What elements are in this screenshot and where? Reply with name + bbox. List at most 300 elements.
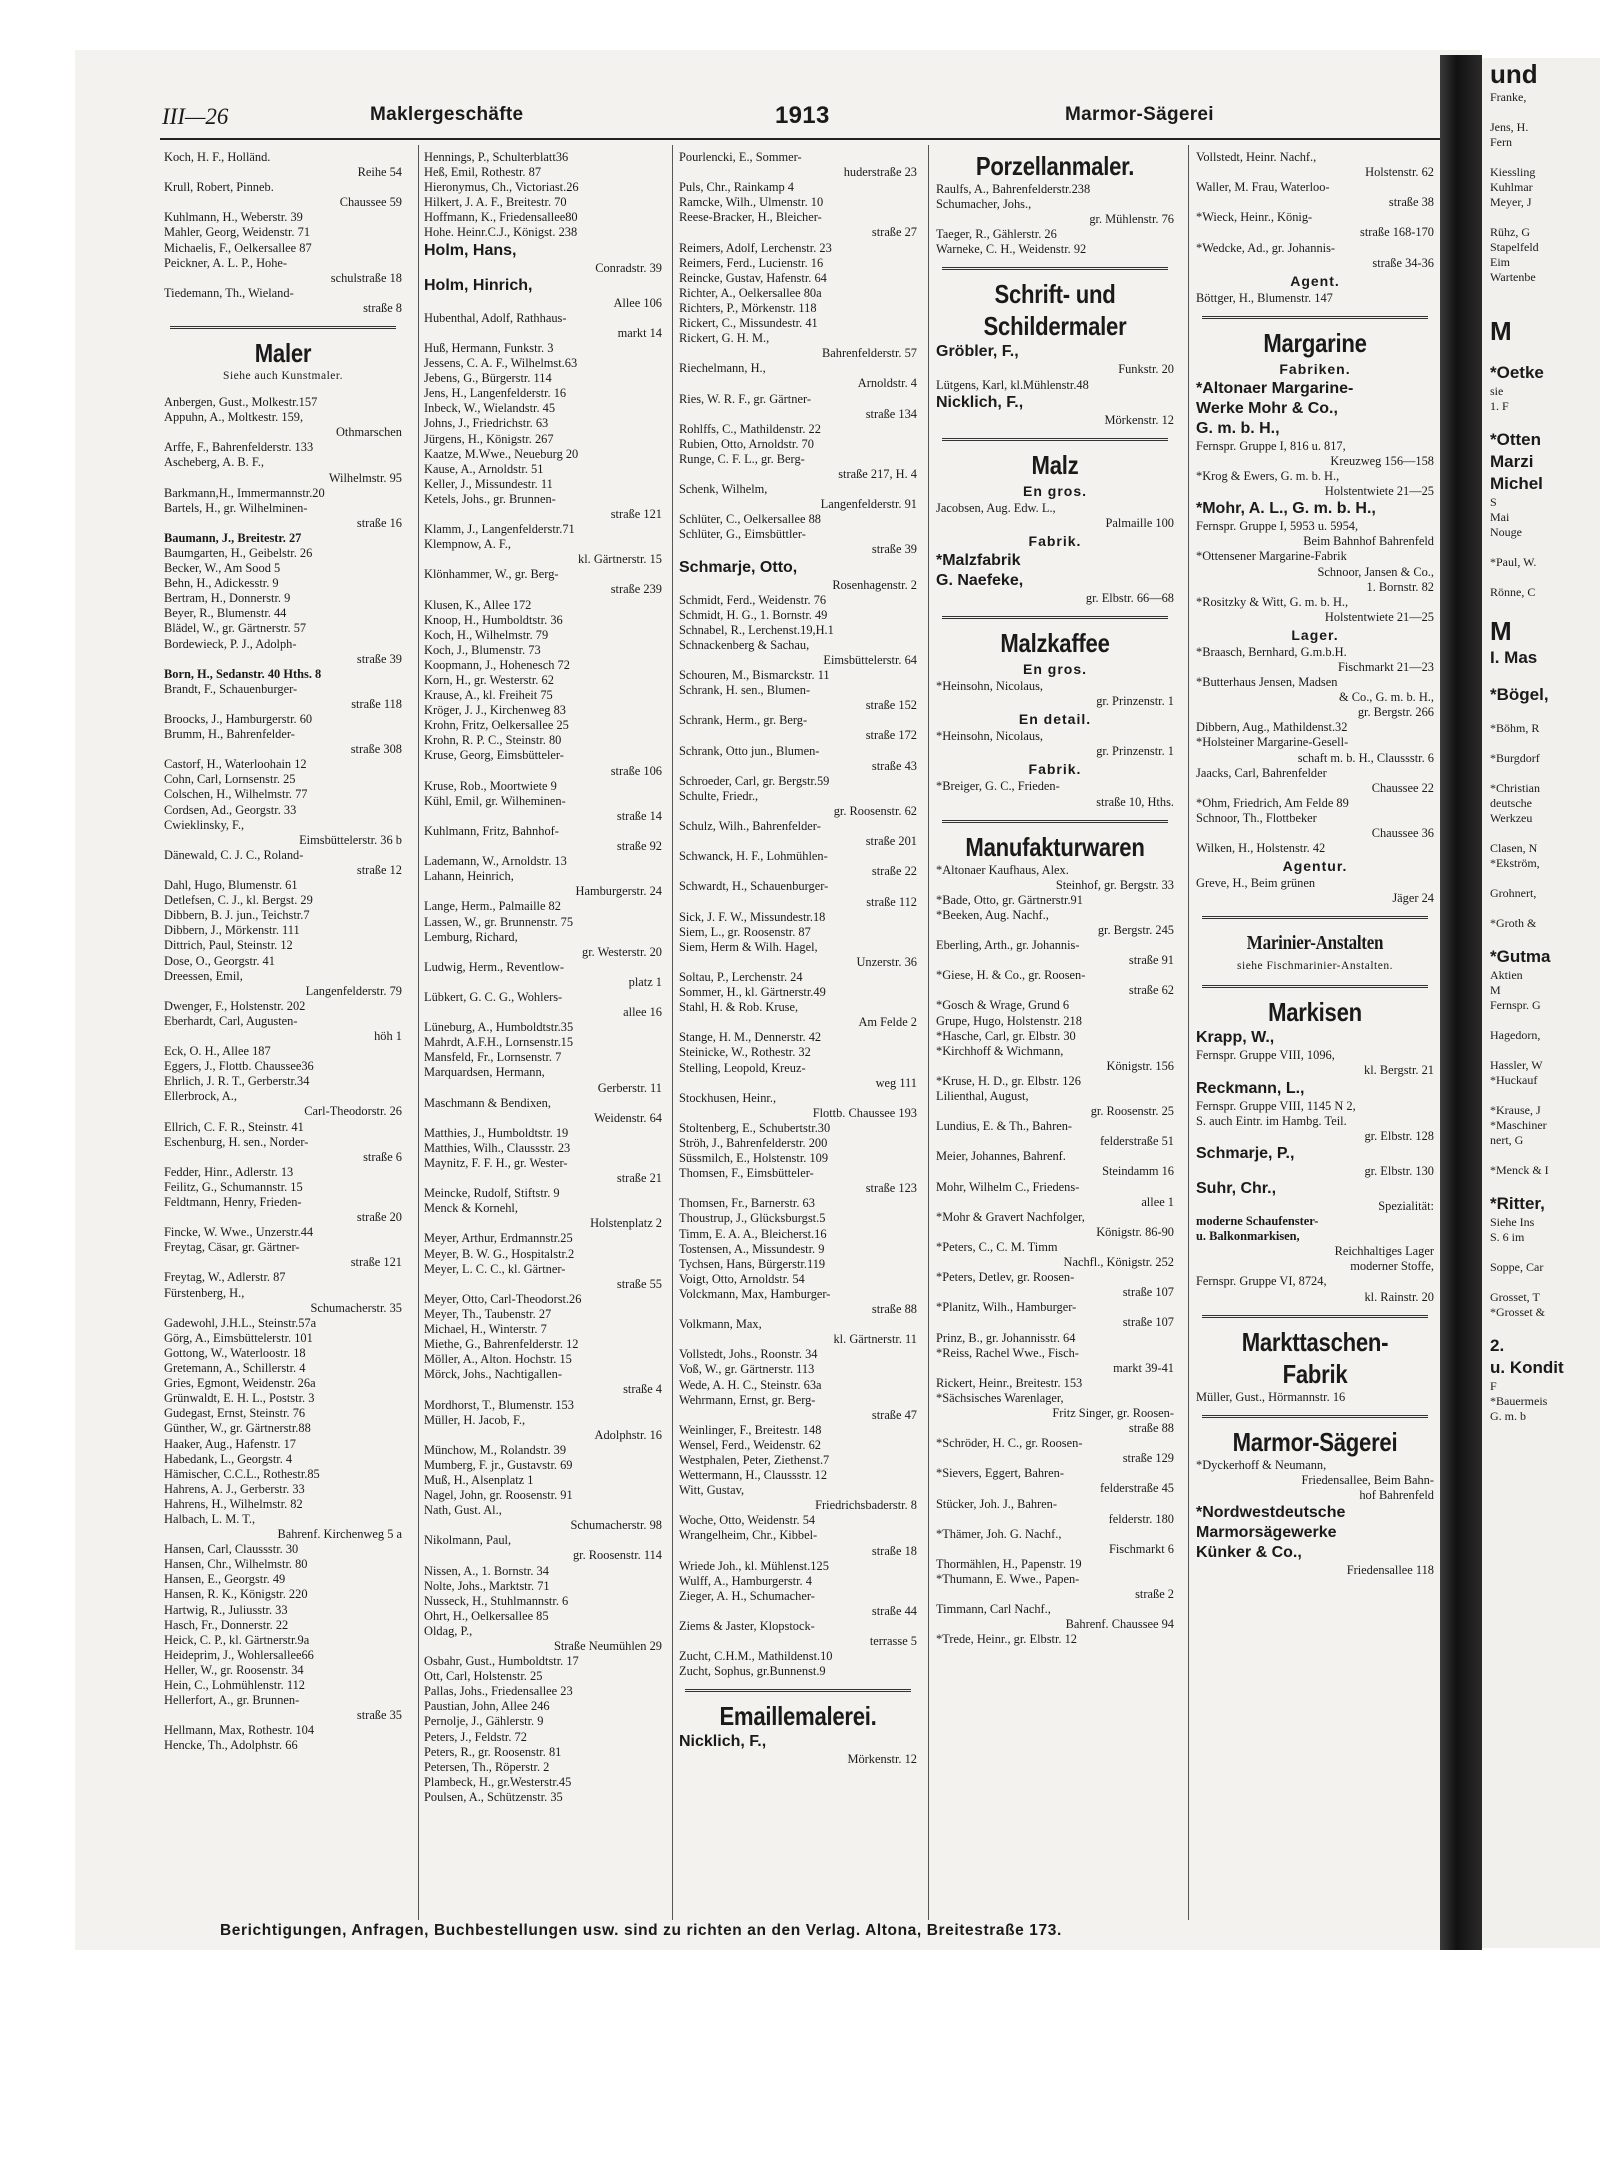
directory-entry: Knoop, H., Humboldtstr. 36 bbox=[424, 612, 563, 627]
subsection-heading: Fabriken. bbox=[1279, 360, 1351, 377]
directory-entry: *Braasch, Bernhard, G.m.b.H. bbox=[1196, 644, 1347, 659]
directory-entry: Dreessen, Emil, bbox=[164, 968, 243, 983]
entry-address-line: gr. Roosenstr. 114 bbox=[572, 1548, 662, 1563]
entry-address-line: straße 134 bbox=[865, 406, 917, 421]
facing-page-text bbox=[1482, 540, 1600, 555]
entry-address-line: straße 217, H. 4 bbox=[838, 466, 917, 481]
directory-entry: Michaelis, F., Oelkersallee 87 bbox=[164, 240, 312, 255]
entry-address-line: Steindamm 16 bbox=[1102, 1164, 1174, 1179]
facing-page-text bbox=[1482, 105, 1600, 120]
facing-page-text: Siehe Ins bbox=[1490, 1215, 1535, 1229]
running-year: 1913 bbox=[775, 102, 830, 129]
directory-entry: Rickert, Heinr., Breitestr. 153 bbox=[936, 1375, 1083, 1390]
facing-page-text: M bbox=[1490, 983, 1501, 997]
facing-page-text bbox=[1482, 1148, 1600, 1163]
entry-address-line: kl. Gärtnerstr. 15 bbox=[578, 552, 662, 567]
directory-entry: Hohe. Heinr.C.J., Königst. 238 bbox=[424, 225, 578, 240]
directory-entry: Lüneburg, A., Humboldtstr.35 bbox=[424, 1020, 574, 1035]
directory-entry: Müller, Gust., Hörmannstr. 16 bbox=[1196, 1389, 1346, 1404]
facing-page-text: *Bögel, bbox=[1490, 685, 1549, 704]
directory-entry: Koopmann, J., Hohenesch 72 bbox=[424, 657, 570, 672]
directory-entry: *Heinsohn, Nicolaus, bbox=[936, 729, 1044, 744]
directory-entry: Richter, A., Oelkersallee 80a bbox=[679, 285, 822, 300]
entry-address-line: weg 111 bbox=[875, 1075, 917, 1090]
directory-entry: Baumgarten, H., Geibelstr. 26 bbox=[164, 545, 313, 560]
directory-entry: Fincke, W. Wwe., Unzerstr.44 bbox=[164, 1225, 314, 1240]
section-heading: Malz bbox=[1031, 449, 1079, 480]
directory-entry: Waller, M. Frau, Waterloo- bbox=[1196, 180, 1330, 195]
entry-address-line: Langenfelderstr. 79 bbox=[305, 983, 402, 998]
directory-entry: Hilkert, J. A. F., Breitestr. 70 bbox=[424, 195, 567, 210]
directory-entry: Mansfeld, Fr., Lornsenstr. 7 bbox=[424, 1050, 562, 1065]
directory-entry: Hasch, Fr., Donnerstr. 22 bbox=[164, 1617, 289, 1632]
directory-entry: Günther, W., gr. Gärtnerstr.88 bbox=[164, 1421, 311, 1436]
directory-entry: *Breiger, G. C., Frieden- bbox=[936, 779, 1060, 794]
directory-entry: Heick, C. P., kl. Gärtnerstr.9a bbox=[164, 1632, 310, 1647]
entry-address-line: schaft m. b. H., Claussstr. 6 bbox=[1297, 750, 1434, 765]
directory-entry: Voigt, Otto, Arnoldstr. 54 bbox=[679, 1271, 805, 1286]
directory-entry: Hoffmann, K., Friedensallee80 bbox=[424, 210, 578, 225]
facing-page-text: Hassler, W bbox=[1490, 1058, 1543, 1072]
directory-entry: Reincke, Gustav, Hafenstr. 64 bbox=[679, 270, 827, 285]
facing-page-text: Fernspr. G bbox=[1490, 998, 1541, 1012]
directory-entry: Fernspr. Gruppe VIII, 1096, bbox=[1196, 1048, 1335, 1063]
entry-address-line: allee 1 bbox=[1141, 1194, 1174, 1209]
directory-entry: Dibbern, Aug., Mathildenst.32 bbox=[1196, 720, 1348, 735]
directory-entry: *Reiss, Rachel Wwe., Fisch- bbox=[936, 1345, 1079, 1360]
entry-address-line: Eimsbüttelerstr. 64 bbox=[823, 653, 917, 667]
entry-address-line: straße 43 bbox=[871, 758, 917, 773]
entry-address-line: Chaussee 36 bbox=[1371, 826, 1434, 840]
directory-entry: Hahrens, A. J., Gerberstr. 33 bbox=[164, 1481, 305, 1496]
directory-entry: Soltau, P., Lerchenstr. 24 bbox=[679, 969, 803, 984]
directory-entry: Miethe, G., Bahrenfelderstr. 12 bbox=[424, 1337, 579, 1352]
directory-entry: Meincke, Rudolf, Stiftstr. 9 bbox=[424, 1186, 560, 1201]
directory-entry: Wilken, H., Holstenstr. 42 bbox=[1196, 841, 1326, 856]
directory-entry: *Thämer, Joh. G. Nachf., bbox=[936, 1526, 1062, 1541]
facing-page-text: F bbox=[1490, 1379, 1497, 1393]
directory-entry: Pourlencki, E., Sommer- bbox=[679, 150, 802, 164]
directory-entry: Rickert, G. H. M., bbox=[679, 331, 770, 346]
directory-entry: Nissen, A., 1. Bornstr. 34 bbox=[424, 1563, 549, 1578]
entry-address-line: straße 8 bbox=[363, 300, 402, 315]
entry-address-line: Schnoor, Jansen & Co., bbox=[1317, 564, 1434, 579]
entry-address-line: Reihe 54 bbox=[357, 165, 402, 180]
directory-entry: *Altonaer Kaufhaus, Alex. bbox=[936, 862, 1069, 877]
directory-entry: Poulsen, A., Schützenstr. 35 bbox=[424, 1789, 563, 1804]
facing-page-text: *Grosset & bbox=[1490, 1305, 1545, 1319]
directory-entry: Wehrmann, Ernst, gr. Berg- bbox=[679, 1392, 816, 1407]
directory-entry: Blädel, W., gr. Gärtnerstr. 57 bbox=[164, 621, 307, 636]
directory-entry: Kaatze, M.Wwe., Neueburg 20 bbox=[424, 446, 579, 461]
directory-entry: Colschen, H., Wilhelmstr. 77 bbox=[164, 787, 308, 802]
entry-address-line: straße 121 bbox=[610, 506, 662, 521]
entry-address-line: straße 2 bbox=[1135, 1587, 1174, 1602]
directory-entry: Rohlffs, C., Mathildenstr. 22 bbox=[679, 421, 821, 436]
directory-entry: Schmarje, P., bbox=[1196, 1144, 1295, 1162]
facing-page-text: *Gutma bbox=[1490, 947, 1551, 966]
directory-column-3 bbox=[679, 150, 917, 1910]
entry-address-line: straße 21 bbox=[616, 1171, 662, 1186]
directory-entry: S. auch Eintr. im Hambg. Teil. bbox=[1196, 1113, 1347, 1128]
facing-page-text: Wartenbe bbox=[1490, 270, 1536, 284]
directory-entry: Puls, Chr., Rainkamp 4 bbox=[679, 180, 794, 195]
directory-entry: Fürstenberg, H., bbox=[164, 1285, 245, 1300]
directory-entry: *Peters, C., C. M. Timm bbox=[936, 1239, 1058, 1254]
directory-entry: Voß, W., gr. Gärtnerstr. 113 bbox=[679, 1362, 815, 1377]
directory-entry: Kause, A., Arnoldstr. 51 bbox=[424, 461, 544, 476]
directory-entry: Gudegast, Ernst, Steinstr. 76 bbox=[164, 1406, 306, 1421]
directory-entry: Heideprim, J., Wohlersallee66 bbox=[164, 1647, 314, 1662]
facing-page-text: Michel bbox=[1490, 474, 1543, 493]
entry-address-line: Chaussee 22 bbox=[1371, 780, 1434, 795]
facing-page-text: Kuhlmar bbox=[1490, 180, 1533, 194]
entry-address-line: Unzerstr. 36 bbox=[856, 954, 917, 969]
entry-address-line: hof Bahrenfeld bbox=[1359, 1487, 1434, 1502]
facing-page-text bbox=[1482, 1320, 1600, 1335]
section-heading: Malzkaffee bbox=[1000, 628, 1110, 659]
directory-entry: Muß, H., Alsenplatz 1 bbox=[424, 1472, 534, 1487]
facing-page-text: *Otten bbox=[1490, 430, 1541, 449]
directory-entry: Meier, Johannes, Bahrenf. bbox=[936, 1149, 1066, 1164]
facing-page-text: *Menck & I bbox=[1490, 1163, 1549, 1177]
directory-entry: Mordhorst, T., Blumenstr. 153 bbox=[424, 1397, 574, 1412]
directory-entry: Lütgens, Karl, kl.Mühlenstr.48 bbox=[936, 377, 1089, 392]
subsection-heading: Fabrik. bbox=[1028, 761, 1082, 778]
entry-address-line: straße 55 bbox=[616, 1276, 662, 1291]
section-divider bbox=[942, 267, 1168, 270]
facing-page-text: Werkzeu bbox=[1490, 811, 1533, 825]
facing-page-text: *Paul, W. bbox=[1490, 555, 1537, 569]
facing-page-text bbox=[1482, 285, 1600, 300]
directory-entry: *Malzfabrik bbox=[936, 551, 1021, 569]
facing-page-text bbox=[1482, 300, 1600, 315]
entry-address-line: Palmaille 100 bbox=[1105, 515, 1174, 530]
facing-page-text: *Maschiner bbox=[1490, 1118, 1547, 1132]
entry-address-line: Holstentwiete 21—25 bbox=[1324, 609, 1434, 624]
directory-entry: Reese-Bracker, H., Bleicher- bbox=[679, 210, 822, 225]
directory-column-4 bbox=[936, 150, 1174, 1910]
directory-entry: Fernspr. Gruppe I, 816 u. 817, bbox=[1196, 438, 1346, 453]
directory-entry: Meyer, Arthur, Erdmannstr.25 bbox=[424, 1231, 573, 1246]
directory-entry: Jürgens, H., Königstr. 267 bbox=[424, 431, 554, 446]
directory-entry: Klempnow, A. F., bbox=[424, 537, 512, 552]
entry-address-line: straße 44 bbox=[871, 1603, 917, 1618]
directory-entry: Dibbern, J., Mörkenstr. 111 bbox=[164, 923, 300, 938]
directory-entry: Kühl, Emil, gr. Wilheminen- bbox=[424, 793, 566, 808]
entry-address-line: straße 47 bbox=[871, 1407, 917, 1422]
entry-address-line: Wilhelmstr. 95 bbox=[328, 470, 402, 485]
section-divider bbox=[1202, 316, 1428, 319]
entry-address-line: Schumacherstr. 98 bbox=[570, 1518, 662, 1533]
facing-page-text: Mai bbox=[1490, 510, 1510, 524]
entry-address-line: straße 88 bbox=[1128, 1421, 1174, 1436]
directory-entry: Meyer, B. W. G., Hospitalstr.2 bbox=[424, 1246, 575, 1261]
section-divider bbox=[1202, 1315, 1428, 1318]
directory-entry: Hansen, E., Georgstr. 49 bbox=[164, 1572, 286, 1587]
entry-address-line: platz 1 bbox=[628, 974, 662, 989]
entry-address-line: Holstenstr. 62 bbox=[1365, 165, 1434, 180]
directory-entry: *Mohr, A. L., G. m. b. H., bbox=[1196, 500, 1376, 518]
facing-page-text: Rönne, C bbox=[1490, 585, 1536, 599]
section-divider bbox=[942, 616, 1168, 619]
directory-entry: Brandt, F., Schauenburger- bbox=[164, 681, 298, 696]
facing-page-text bbox=[1482, 1043, 1600, 1058]
entry-address-line: Flottb. Chaussee 193 bbox=[812, 1105, 917, 1120]
directory-entry: Hencke, Th., Adolphstr. 66 bbox=[164, 1738, 298, 1753]
directory-entry: Eschenburg, H. sen., Norder- bbox=[164, 1134, 309, 1149]
entry-address-line: terrasse 5 bbox=[869, 1634, 917, 1649]
directory-entry: Sommer, H., kl. Gärtnerstr.49 bbox=[679, 985, 826, 1000]
facing-page-text bbox=[1482, 150, 1600, 165]
entry-address-line: straße 118 bbox=[351, 696, 402, 711]
directory-entry: Stahl, H. & Rob. Kruse, bbox=[679, 1000, 799, 1015]
entry-address-line: straße 35 bbox=[356, 1708, 402, 1723]
entry-address-line: straße 88 bbox=[871, 1302, 917, 1317]
directory-entry: Lademann, W., Arnoldstr. 13 bbox=[424, 854, 567, 869]
facing-page-text bbox=[1482, 736, 1600, 751]
directory-entry: Wede, A. H. C., Steinstr. 63a bbox=[679, 1377, 822, 1392]
directory-column-2 bbox=[424, 150, 662, 1910]
directory-entry: Ellerbrock, A., bbox=[164, 1089, 237, 1104]
directory-entry: Peters, R., gr. Roosenstr. 81 bbox=[424, 1744, 562, 1759]
entry-address-line: straße 129 bbox=[1122, 1451, 1174, 1466]
directory-entry: Ströh, J., Bahrenfelderstr. 200 bbox=[679, 1136, 828, 1150]
directory-entry: Inbeck, W., Wielandstr. 45 bbox=[424, 401, 556, 416]
entry-address-line: straße 172 bbox=[865, 728, 917, 743]
directory-entry: Nicklich, F., bbox=[679, 1733, 767, 1751]
entry-address-line: straße 20 bbox=[356, 1210, 402, 1225]
directory-entry: Künker & Co., bbox=[1196, 1543, 1302, 1561]
section-divider bbox=[942, 438, 1168, 441]
directory-entry: Cohn, Carl, Lornsenstr. 25 bbox=[164, 772, 296, 787]
page-header bbox=[160, 104, 1440, 140]
facing-page-text: Marzi bbox=[1490, 452, 1534, 471]
directory-entry: Ludwig, Herm., Reventlow- bbox=[424, 959, 565, 974]
entry-address-line: markt 14 bbox=[617, 325, 662, 340]
running-title-right: Marmor-Sägerei bbox=[1065, 104, 1214, 125]
entry-address-line: felderstraße 51 bbox=[1100, 1134, 1174, 1149]
directory-entry: Rickert, C., Missundestr. 41 bbox=[679, 316, 818, 331]
directory-entry: Bartels, H., gr. Wilhelminen- bbox=[164, 500, 308, 515]
entry-address-line: Reichhaltiges Lager bbox=[1334, 1244, 1434, 1259]
directory-entry: Volckmann, Max, Hamburger- bbox=[679, 1286, 831, 1301]
directory-entry: Cwieklinsky, F., bbox=[164, 817, 245, 832]
directory-entry: Klönhammer, W., gr. Berg- bbox=[424, 567, 559, 582]
directory-entry: Matthies, Wilh., Claussstr. 23 bbox=[424, 1140, 571, 1155]
section-heading: Maler bbox=[254, 338, 312, 369]
directory-entry: Lübkert, G. C. G., Wohlers- bbox=[424, 989, 563, 1004]
entry-address-line: Arnoldstr. 4 bbox=[857, 376, 917, 391]
directory-entry: *Ohm, Friedrich, Am Felde 89 bbox=[1196, 795, 1349, 810]
directory-entry: Fedder, Hinr., Adlerstr. 13 bbox=[164, 1164, 294, 1179]
entry-address-line: straße 201 bbox=[865, 834, 917, 849]
facing-page-text: Nouge bbox=[1490, 525, 1522, 539]
directory-entry: Huß, Hermann, Funkstr. 3 bbox=[424, 340, 554, 355]
entry-address-line: felderstr. 180 bbox=[1108, 1511, 1174, 1526]
directory-entry: Wensel, Ferd., Weidenstr. 62 bbox=[679, 1437, 821, 1452]
directory-entry: Hansen, R. K., Königstr. 220 bbox=[164, 1587, 308, 1602]
entry-address-line: Königstr. 86-90 bbox=[1096, 1224, 1174, 1239]
directory-entry: Eck, O. H., Allee 187 bbox=[164, 1044, 271, 1059]
directory-entry: Stockhusen, Heinr., bbox=[679, 1090, 777, 1105]
directory-entry: Schulte, Friedr., bbox=[679, 788, 759, 803]
facing-page-text: Hagedorn, bbox=[1490, 1028, 1541, 1042]
entry-address-line: Nachfl., Königstr. 252 bbox=[1063, 1255, 1174, 1270]
directory-entry: Arffe, F., Bahrenfelderstr. 133 bbox=[164, 440, 314, 455]
directory-entry: Kruse, Rob., Moortwiete 9 bbox=[424, 778, 557, 793]
directory-entry: *Mohr & Gravert Nachfolger, bbox=[936, 1209, 1085, 1224]
facing-page-text: Franke, bbox=[1490, 90, 1527, 104]
entry-address-line: straße 22 bbox=[871, 864, 917, 879]
directory-entry: Heller, W., gr. Roosenstr. 34 bbox=[164, 1662, 304, 1677]
page-footer-notice: Berichtigungen, Anfragen, Buchbestellungen usw. sind zu richten an den Verlag. Altona, Breitestraße 173. bbox=[220, 1922, 1062, 1939]
directory-entry: Vollstedt, Heinr. Nachf., bbox=[1196, 150, 1317, 164]
entry-address-line: kl. Gärtnerstr. 11 bbox=[833, 1332, 917, 1347]
directory-entry: Tostensen, A., Missundestr. 9 bbox=[679, 1241, 825, 1256]
directory-entry: *Bade, Otto, gr. Gärtnerstr.91 bbox=[936, 892, 1083, 907]
directory-entry: Thormählen, H., Papenstr. 19 bbox=[936, 1556, 1082, 1571]
directory-entry: Weinlinger, F., Breitestr. 148 bbox=[679, 1422, 822, 1437]
directory-entry: Beyer, R., Blumenstr. 44 bbox=[164, 606, 287, 621]
facing-page-text: Stapelfeld bbox=[1490, 240, 1539, 254]
directory-entry: Hahrens, H., Wilhelmstr. 82 bbox=[164, 1496, 303, 1511]
directory-entry: Schnoor, Th., Flottbeker bbox=[1196, 810, 1317, 825]
directory-entry: Fernspr. Gruppe I, 5953 u. 5954, bbox=[1196, 519, 1359, 534]
directory-entry: Ellrich, C. F. R., Steinstr. 41 bbox=[164, 1119, 304, 1134]
directory-entry: Krull, Robert, Pinneb. bbox=[164, 180, 274, 195]
entry-address-line: Bahrenf. Kirchenweg 5 a bbox=[277, 1527, 402, 1542]
entry-address-line: Bahrenfelderstr. 57 bbox=[822, 346, 917, 361]
directory-entry: Zucht, Sophus, gr.Bunnenst.9 bbox=[679, 1664, 826, 1679]
entry-address-line: Friedrichsbaderstr. 8 bbox=[815, 1498, 917, 1513]
directory-entry: *Schröder, H. C., gr. Roosen- bbox=[936, 1436, 1083, 1451]
directory-entry: Timmann, Carl Nachf., bbox=[936, 1602, 1051, 1617]
entry-address-line: felderstraße 45 bbox=[1100, 1481, 1174, 1496]
entry-address-line: straße 12 bbox=[356, 862, 402, 877]
facing-page-text: Eim bbox=[1490, 255, 1510, 269]
entry-address-line: Fischmarkt 6 bbox=[1108, 1541, 1174, 1556]
directory-entry: Nolte, Johs., Marktstr. 71 bbox=[424, 1578, 550, 1593]
directory-entry: *Dyckerhoff & Neumann, bbox=[1196, 1457, 1327, 1472]
facing-page-text: Grohnert, bbox=[1490, 886, 1537, 900]
directory-entry: Barkmann,H., Immermannstr.20 bbox=[164, 485, 325, 500]
entry-address-line: straße 112 bbox=[866, 894, 917, 909]
directory-entry: Ries, W. R. F., gr. Gärtner- bbox=[679, 391, 811, 406]
facing-page-text bbox=[1482, 871, 1600, 886]
column-divider bbox=[928, 145, 929, 1920]
entry-address-line: gr. Elbstr. 66—68 bbox=[1085, 590, 1174, 605]
facing-page-text: Clasen, N bbox=[1490, 841, 1538, 855]
directory-entry: Mahler, Georg, Weidenstr. 71 bbox=[164, 225, 311, 240]
entry-address-line: Königstr. 156 bbox=[1106, 1058, 1174, 1073]
directory-entry: Wrangelheim, Chr., Kibbel- bbox=[679, 1528, 818, 1543]
facing-page-text: *Burgdorf bbox=[1490, 751, 1540, 765]
entry-address-line: gr. Prinzenstr. 1 bbox=[1096, 694, 1174, 709]
entry-address-line: höh 1 bbox=[374, 1028, 402, 1043]
directory-entry: Münchow, M., Rolandstr. 39 bbox=[424, 1442, 567, 1457]
entry-address-line: Adolphstr. 16 bbox=[594, 1427, 662, 1442]
directory-entry: Pernolje, J., Gählerstr. 9 bbox=[424, 1714, 544, 1729]
entry-address-line: gr. Elbstr. 128 bbox=[1364, 1128, 1434, 1143]
entry-address-line: Fritz Singer, gr. Roosen- bbox=[1052, 1405, 1174, 1420]
directory-entry: Riechelmann, H., bbox=[679, 361, 766, 376]
entry-address-line: Friedensallee, Beim Bahn- bbox=[1301, 1472, 1434, 1487]
directory-entry: Schmarje, Otto, bbox=[679, 558, 798, 576]
section-heading: Markisen bbox=[1268, 997, 1362, 1028]
directory-entry: Jacobsen, Aug. Edw. L., bbox=[936, 500, 1056, 515]
directory-entry: Wriede Joh., kl. Mühlenst.125 bbox=[679, 1558, 829, 1573]
entry-address-line: straße 239 bbox=[610, 582, 662, 597]
directory-entry: Grünwaldt, E. H. L., Poststr. 3 bbox=[164, 1391, 315, 1406]
directory-column-1 bbox=[164, 150, 402, 1910]
facing-page-text: Rühz, G bbox=[1490, 225, 1530, 239]
directory-entry: *Peters, Detlev, gr. Roosen- bbox=[936, 1270, 1075, 1285]
directory-entry: Sick, J. F. W., Missundestr.18 bbox=[679, 909, 826, 924]
facing-page-text: Meyer, J bbox=[1490, 195, 1532, 209]
directory-entry: Mahrdt, A.F.H., Lornsenstr.15 bbox=[424, 1035, 574, 1050]
directory-entry: Schrank, Herm., gr. Berg- bbox=[679, 713, 808, 728]
section-note: siehe Fischmarinier-Anstalten. bbox=[1237, 960, 1393, 973]
directory-entry: Reckmann, L., bbox=[1196, 1079, 1305, 1097]
book-binding-gutter bbox=[1440, 55, 1482, 1950]
facing-page-text: Aktien bbox=[1490, 968, 1523, 982]
directory-entry: Nath, Gust. Al., bbox=[424, 1503, 502, 1518]
subsection-heading: En gros. bbox=[1022, 482, 1087, 499]
directory-entry: Schmidt, H. G., 1. Bornstr. 49 bbox=[679, 607, 828, 622]
directory-entry: Rubien, Otto, Arnoldstr. 70 bbox=[679, 436, 814, 451]
facing-page-text bbox=[1482, 1088, 1600, 1103]
directory-entry: *Wedcke, Ad., gr. Johannis- bbox=[1196, 240, 1336, 255]
directory-entry: Castorf, H., Waterloohain 12 bbox=[164, 757, 307, 772]
directory-entry: Krapp, W., bbox=[1196, 1029, 1275, 1047]
directory-entry: Taeger, R., Gählerstr. 26 bbox=[936, 227, 1057, 242]
entry-address-line: Gerberstr. 11 bbox=[597, 1080, 662, 1095]
entry-address-line: Friedensallee 118 bbox=[1346, 1562, 1434, 1577]
entry-address-line: Jäger 24 bbox=[1392, 891, 1434, 906]
entry-address-line: Conradstr. 39 bbox=[595, 260, 662, 275]
directory-entry: *Altonaer Margarine- bbox=[1196, 379, 1354, 397]
entry-address-line: straße 308 bbox=[350, 742, 402, 757]
facing-page-text bbox=[1482, 766, 1600, 781]
directory-entry: Eggers, J., Flottb. Chaussee36 bbox=[164, 1059, 314, 1074]
directory-entry: Dibbern, B. J. jun., Teichstr.7 bbox=[164, 908, 310, 923]
directory-entry: Schulz, Wilh., Bahrenfelder- bbox=[679, 819, 821, 834]
directory-entry: Schenk, Wilhelm, bbox=[679, 482, 768, 497]
subsection-heading: Fabrik. bbox=[1028, 532, 1082, 549]
directory-entry: Jaacks, Carl, Bahrenfelder bbox=[1196, 765, 1327, 780]
directory-entry: Keller, J., Missundestr. 11 bbox=[424, 476, 553, 491]
directory-entry: Hellerfort, A., gr. Brunnen- bbox=[164, 1693, 300, 1708]
directory-entry: Schmidt, Ferd., Weidenstr. 76 bbox=[679, 592, 827, 607]
facing-page-text: Jens, H. bbox=[1490, 120, 1529, 134]
directory-entry: *Nordwestdeutsche bbox=[1196, 1503, 1346, 1521]
directory-entry: Ott, Carl, Holstenstr. 25 bbox=[424, 1669, 543, 1684]
facing-page-text bbox=[1482, 414, 1600, 429]
directory-entry: Stelling, Leopold, Kreuz- bbox=[679, 1060, 806, 1075]
directory-entry: *Kirchhoff & Wichmann, bbox=[936, 1043, 1064, 1058]
directory-entry: Schnabel, R., Lerchenst.19,H.1 bbox=[679, 622, 834, 637]
directory-entry: *Rositzky & Witt, G. m. b. H., bbox=[1196, 594, 1349, 609]
directory-entry: *Holsteiner Margarine-Gesell- bbox=[1196, 735, 1349, 750]
directory-entry: Jebens, G., Bürgerstr. 114 bbox=[424, 371, 552, 386]
directory-entry: Westphalen, Peter, Ziethenst.7 bbox=[679, 1452, 830, 1467]
directory-entry: *Gosch & Wrage, Grund 6 bbox=[936, 998, 1070, 1013]
directory-entry: Michael, H., Winterstr. 7 bbox=[424, 1322, 547, 1337]
entry-address-line: gr. Bergstr. 266 bbox=[1357, 705, 1434, 720]
facing-page-text: M bbox=[1490, 616, 1512, 646]
directory-entry: Schrank, H. sen., Blumen- bbox=[679, 683, 811, 698]
